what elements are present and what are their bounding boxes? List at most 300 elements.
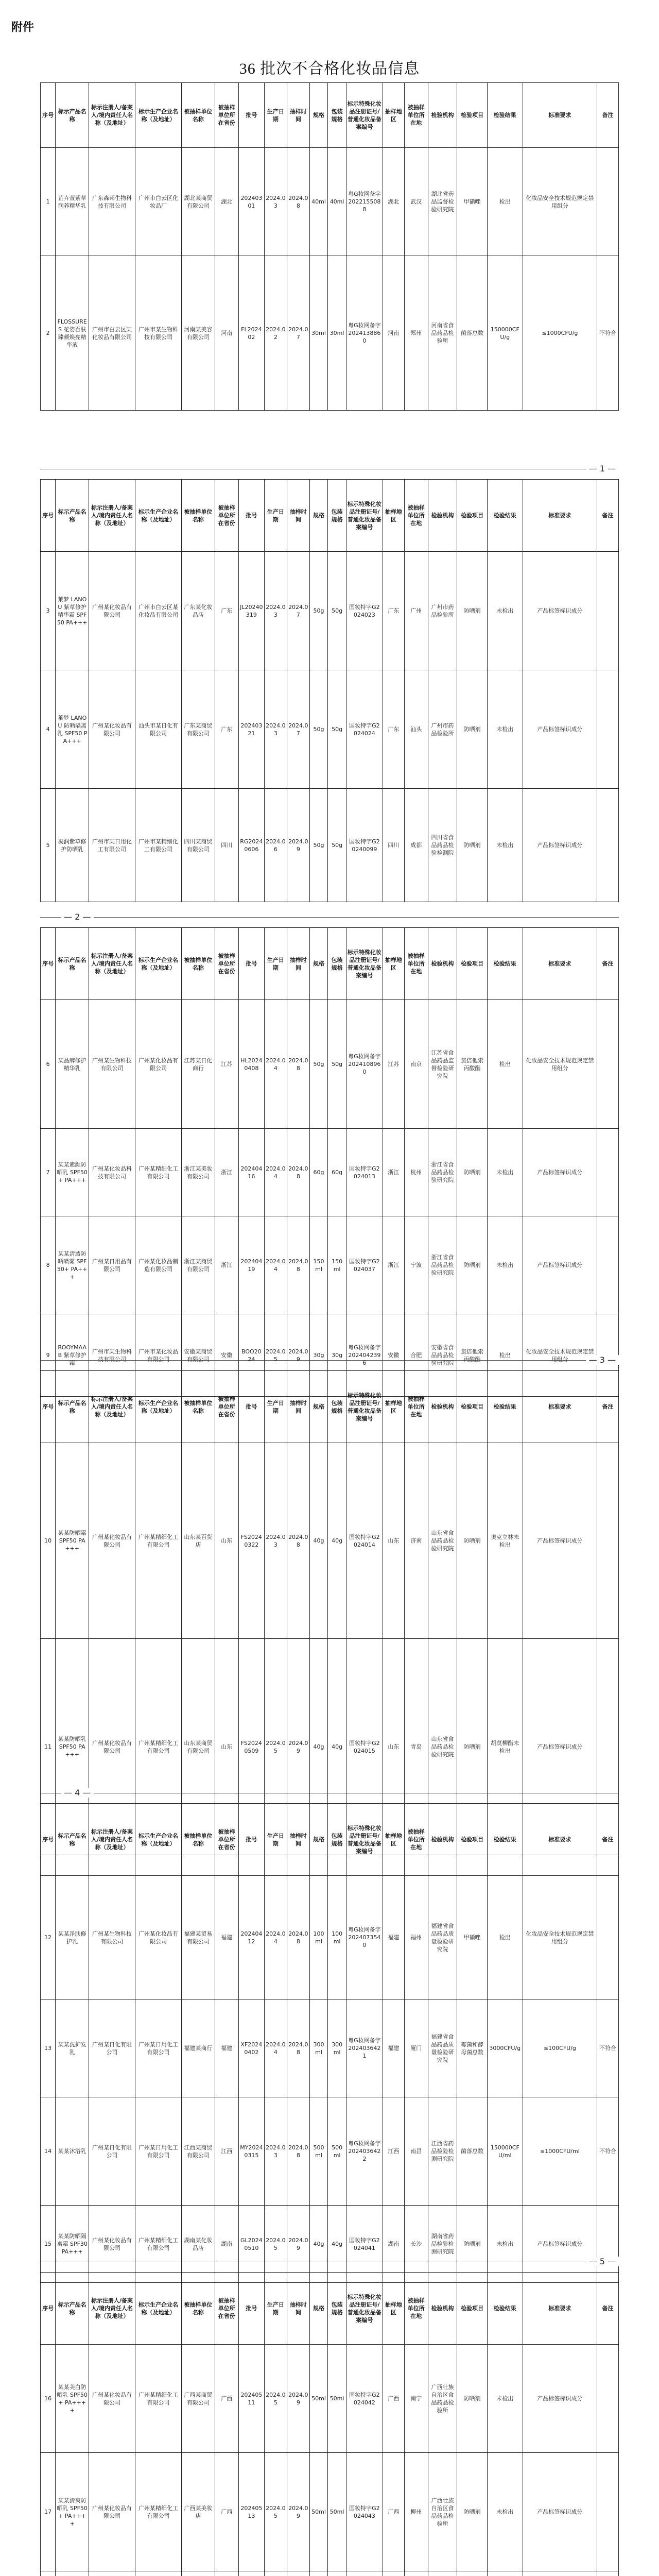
cell-batch: XF20240402 xyxy=(238,1999,264,2097)
cell-standard-requirement: 产品标签标识成分 xyxy=(523,2453,597,2571)
cell-product-name: 某某防晒隔离霜 SPF30 PA+++ xyxy=(56,2206,89,2283)
cell-index: 16 xyxy=(41,2345,56,2453)
unqualified-cosmetics-table xyxy=(40,479,619,902)
cell-index: 9 xyxy=(41,1314,56,1397)
cell-batch: JL20240319 xyxy=(238,552,264,670)
table-row xyxy=(41,2206,619,2283)
cell-unit-location: 成都 xyxy=(404,789,428,902)
cell-manufacturer: 广州某化妆品制造有限公司 xyxy=(135,1216,182,1314)
cell-index: 7 xyxy=(41,1129,56,1216)
header-remark: 备注 xyxy=(597,1371,619,1443)
cell-spec: 50g xyxy=(309,789,328,902)
header-province: 被抽样单位所在省份 xyxy=(215,2273,238,2345)
cell-unit-location: 南昌 xyxy=(404,2097,428,2206)
cell-batch: FS20240509 xyxy=(238,1639,264,1855)
cell-test-item: 霉菌和酵母菌总数 xyxy=(457,1999,488,2097)
cell-test-item: 防晒剂 xyxy=(457,2453,488,2571)
cell-production-date: 2024.04 xyxy=(264,1216,287,1314)
cell-registrant: 广州市白云区某化妆品有限公司 xyxy=(89,256,135,411)
cell-sampling-region: 广东 xyxy=(383,670,404,789)
cell-product-name: 某某净肤修护乳 xyxy=(56,1876,89,1999)
header-standard-requirement: 标准要求 xyxy=(523,480,597,552)
table-row xyxy=(41,2571,619,2576)
header-index: 序号 xyxy=(41,1371,56,1443)
header-production-date: 生产日期 xyxy=(264,2273,287,2345)
table-row xyxy=(41,2453,619,2571)
header-manufacturer: 标示生产企业名称（及地址） xyxy=(135,2273,182,2345)
cell-license-no: 国妆特字G2024015 xyxy=(346,1639,383,1855)
cell-spec: 40ml xyxy=(309,148,328,256)
cell-index: 3 xyxy=(41,552,56,670)
cell-package: 50g xyxy=(328,670,346,789)
cell-sampling-date: 2024.09 xyxy=(287,789,309,902)
header-product-name: 标示产品名称 xyxy=(56,1371,89,1443)
header-registrant: 标示注册人/备案人/境内责任人名称（及地址） xyxy=(89,1804,135,1876)
cell-spec: 300ml xyxy=(309,1999,328,2097)
cell-index: 6 xyxy=(41,1000,56,1129)
cell-sampled-unit: 安徽某商贸有限公司 xyxy=(181,1314,215,1397)
cell-production-date: 2024.03 xyxy=(264,148,287,256)
header-manufacturer: 标示生产企业名称（及地址） xyxy=(135,480,182,552)
cell-test-item: 防晒剂 xyxy=(457,1129,488,1216)
header-inspection-agency: 检验机构 xyxy=(428,2273,457,2345)
header-standard-requirement: 标准要求 xyxy=(523,928,597,1000)
cell-remark xyxy=(597,1443,619,1639)
table-row xyxy=(41,2345,619,2453)
cell-product-name xyxy=(56,2571,89,2576)
cell-unit-location: 武汉 xyxy=(404,148,428,256)
header-product-name: 标示产品名称 xyxy=(56,1804,89,1876)
cell-manufacturer: 汕头市某日化有限公司 xyxy=(135,670,182,789)
cell-product-name: 某某美白防晒乳 SPF50+ PA++++ xyxy=(56,2345,89,2453)
cell-sampling-date: 2024.07 xyxy=(287,670,309,789)
cell-production-date: 2024.04 xyxy=(264,1000,287,1129)
cell-sampled-unit: 浙江某商贸有限公司 xyxy=(181,1216,215,1314)
header-batch: 批号 xyxy=(238,83,264,148)
cell-remark xyxy=(597,552,619,670)
header-package: 包装规格 xyxy=(328,480,346,552)
header-license-no: 标示特殊化妆品注册证号/普通化妆品备案编号 xyxy=(346,928,383,1000)
cell-package: 500ml xyxy=(328,2097,346,2206)
cell-sampling-region: 山东 xyxy=(383,1443,404,1639)
cell-standard-requirement: ≤100CFU/g xyxy=(523,1999,597,2097)
cell-index: 12 xyxy=(41,1876,56,1999)
cell-sampled-unit: 广东某商贸有限公司 xyxy=(181,670,215,789)
header-sampling-date: 抽样时间 xyxy=(287,480,309,552)
header-sampled-unit: 被抽样单位名称 xyxy=(181,83,215,148)
cell-province: 江苏 xyxy=(215,1000,238,1129)
header-test-result: 检验结果 xyxy=(487,2273,523,2345)
cell-inspection-agency: 福建省食品药品质量检验研究院 xyxy=(428,1999,457,2097)
cell-remark xyxy=(597,148,619,256)
cell-standard-requirement: 化妆品安全技术规范规定禁用组分 xyxy=(523,148,597,256)
header-registrant: 标示注册人/备案人/境内责任人名称（及地址） xyxy=(89,83,135,148)
cell-test-result: 检出 xyxy=(487,1314,523,1397)
cell-sampling-date: 2024.09 xyxy=(287,1639,309,1855)
cell-test-item: 防晒剂 xyxy=(457,789,488,902)
header-test-result: 检验结果 xyxy=(487,1371,523,1443)
header-standard-requirement: 标准要求 xyxy=(523,1371,597,1443)
cell-production-date xyxy=(264,2571,287,2576)
cell-sampling-region: 安徽 xyxy=(383,1314,404,1397)
cell-unit-location: 厦门 xyxy=(404,1999,428,2097)
cell-product-name: 某某沐浴乳 xyxy=(56,2097,89,2206)
header-registrant: 标示注册人/备案人/境内责任人名称（及地址） xyxy=(89,480,135,552)
cell-province: 福建 xyxy=(215,1876,238,1999)
cell-index: 13 xyxy=(41,1999,56,2097)
cell-test-item: 防晒剂 xyxy=(457,1443,488,1639)
cell-production-date: 2024.02 xyxy=(264,256,287,411)
cell-province: 广东 xyxy=(215,670,238,789)
cell-standard-requirement: 产品标签标识成分 xyxy=(523,2345,597,2453)
cell-test-item: 氯倍他索丙酸酯 xyxy=(457,1000,488,1129)
cell-test-result xyxy=(487,2571,523,2576)
cell-batch: GL20240510 xyxy=(238,2206,264,2283)
header-sampled-unit: 被抽样单位名称 xyxy=(181,928,215,1000)
cell-sampling-region: 山东 xyxy=(383,1639,404,1855)
cell-manufacturer xyxy=(135,2571,182,2576)
table-row xyxy=(41,789,619,902)
cell-sampled-unit: 福建某贸易有限公司 xyxy=(181,1876,215,1999)
header-sampled-unit: 被抽样单位名称 xyxy=(181,2273,215,2345)
cell-license-no: 国妆特字G20240099 xyxy=(346,789,383,902)
cell-remark: 不符合 xyxy=(597,1999,619,2097)
cell-batch: 20240419 xyxy=(238,1216,264,1314)
header-unit-location: 被抽样单位所在地 xyxy=(404,480,428,552)
cell-test-result: 胡莫柳酯未检出 xyxy=(487,1639,523,1855)
header-test-item: 检验项目 xyxy=(457,1804,488,1876)
cell-sampled-unit xyxy=(181,2571,215,2576)
cell-test-item: 防晒剂 xyxy=(457,670,488,789)
cell-remark xyxy=(597,2571,619,2576)
header-spec: 规格 xyxy=(309,480,328,552)
cell-inspection-agency xyxy=(428,2571,457,2576)
cell-sampling-region: 广东 xyxy=(383,552,404,670)
cell-production-date: 2024.05 xyxy=(264,2206,287,2283)
cell-standard-requirement xyxy=(523,2571,597,2576)
header-sampling-region: 抽样地区 xyxy=(383,928,404,1000)
cell-unit-location: 南宁 xyxy=(404,2345,428,2453)
cell-spec: 500ml xyxy=(309,2097,328,2206)
cell-production-date: 2024.03 xyxy=(264,670,287,789)
header-sampled-unit: 被抽样单位名称 xyxy=(181,1804,215,1876)
cell-test-item: 菌落总数 xyxy=(457,256,488,411)
cell-test-item: 甲硝唑 xyxy=(457,1876,488,1999)
cell-remark: 不符合 xyxy=(597,2097,619,2206)
cell-license-no: 国妆特字G2024024 xyxy=(346,670,383,789)
header-index: 序号 xyxy=(41,83,56,148)
page-number-text: — 5 — xyxy=(586,2257,619,2266)
cell-unit-location: 郑州 xyxy=(404,256,428,411)
cell-sampled-unit: 山东某商贸有限公司 xyxy=(181,1639,215,1855)
cell-sampled-unit: 湖南某化妆品店 xyxy=(181,2206,215,2283)
header-manufacturer: 标示生产企业名称（及地址） xyxy=(135,928,182,1000)
header-province: 被抽样单位所在省份 xyxy=(215,83,238,148)
header-sampled-unit: 被抽样单位名称 xyxy=(181,1371,215,1443)
cell-package: 40g xyxy=(328,1443,346,1639)
header-remark: 备注 xyxy=(597,480,619,552)
cell-test-result: 检出 xyxy=(487,1000,523,1129)
cell-sampling-date: 2024.09 xyxy=(287,2206,309,2283)
header-sampling-date: 抽样时间 xyxy=(287,1804,309,1876)
cell-sampled-unit: 湖北某商贸有限公司 xyxy=(181,148,215,256)
cell-manufacturer: 广州某精细化工有限公司 xyxy=(135,2206,182,2283)
header-test-item: 检验项目 xyxy=(457,2273,488,2345)
cell-test-result: 未检出 xyxy=(487,789,523,902)
cell-inspection-agency: 广西壮族自治区食品药品检验所 xyxy=(428,2345,457,2453)
header-sampled-unit: 被抽样单位名称 xyxy=(181,480,215,552)
cell-unit-location: 宁波 xyxy=(404,1216,428,1314)
cell-license-no: 国妆特字G2024037 xyxy=(346,1216,383,1314)
cell-standard-requirement: 产品标签标识成分 xyxy=(523,1639,597,1855)
cell-batch: 20240513 xyxy=(238,2453,264,2571)
cell-product-name: 某某素颜防晒乳 SPF50+ PA+++ xyxy=(56,1129,89,1216)
header-production-date: 生产日期 xyxy=(264,928,287,1000)
cell-index: 14 xyxy=(41,2097,56,2206)
cell-index: 11 xyxy=(41,1639,56,1855)
cell-test-result: 未检出 xyxy=(487,2345,523,2453)
page-number-text: — 3 — xyxy=(586,1355,619,1365)
table-header-row xyxy=(41,480,619,552)
cell-sampling-date: 2024.07 xyxy=(287,552,309,670)
cell-province: 安徽 xyxy=(215,1314,238,1397)
header-test-item: 检验项目 xyxy=(457,83,488,148)
cell-license-no: 国妆特字G2024042 xyxy=(346,2345,383,2453)
cell-unit-location: 济南 xyxy=(404,1443,428,1639)
header-batch: 批号 xyxy=(238,2273,264,2345)
header-test-result: 检验结果 xyxy=(487,928,523,1000)
cell-product-name: 芷卉萱紫草润养精华乳 xyxy=(56,148,89,256)
header-inspection-agency: 检验机构 xyxy=(428,928,457,1000)
cell-license-no: 粤G妆网备字2024036422 xyxy=(346,2097,383,2206)
cell-sampled-unit: 江苏某日化商行 xyxy=(181,1000,215,1129)
header-sampling-region: 抽样地区 xyxy=(383,2273,404,2345)
table-row xyxy=(41,1216,619,1314)
page-divider xyxy=(40,917,619,918)
cell-index: 2 xyxy=(41,256,56,411)
header-province: 被抽样单位所在省份 xyxy=(215,1804,238,1876)
cell-production-date: 2024.04 xyxy=(264,1129,287,1216)
cell-registrant: 广州某化妆品有限公司 xyxy=(89,2206,135,2283)
header-sampling-date: 抽样时间 xyxy=(287,1371,309,1443)
header-province: 被抽样单位所在省份 xyxy=(215,1371,238,1443)
table-row xyxy=(41,1876,619,1999)
cell-sampling-region: 湖南 xyxy=(383,2206,404,2283)
cell-sampling-region: 河南 xyxy=(383,256,404,411)
cell-test-item: 氯倍他索丙酸酯 xyxy=(457,1314,488,1397)
cell-province: 河南 xyxy=(215,256,238,411)
cell-product-name: FLOSSURES 花姿百肤臻颜焕亮精华液 xyxy=(56,256,89,411)
cell-batch: FS20240322 xyxy=(238,1443,264,1639)
header-product-name: 标示产品名称 xyxy=(56,480,89,552)
header-batch: 批号 xyxy=(238,1371,264,1443)
cell-registrant: 广州某日化有限公司 xyxy=(89,2097,135,2206)
cell-province: 广西 xyxy=(215,2453,238,2571)
table-row xyxy=(41,1129,619,1216)
cell-batch: 20240511 xyxy=(238,2345,264,2453)
cell-sampled-unit: 江西某商贸有限公司 xyxy=(181,2097,215,2206)
cell-index: 1 xyxy=(41,148,56,256)
cell-product-name: 莱梦 LANOU 紫草修护精华霜 SPF50 PA+++ xyxy=(56,552,89,670)
cell-sampled-unit: 广西某商贸有限公司 xyxy=(181,2345,215,2453)
cell-sampling-region: 广西 xyxy=(383,2453,404,2571)
cell-sampled-unit: 广西某美妆店 xyxy=(181,2453,215,2571)
cell-province: 湖北 xyxy=(215,148,238,256)
cell-test-item: 菌落总数 xyxy=(457,2097,488,2206)
cell-remark xyxy=(597,1876,619,1999)
cell-unit-location: 长沙 xyxy=(404,2206,428,2283)
cell-batch: 20240301 xyxy=(238,148,264,256)
header-spec: 规格 xyxy=(309,928,328,1000)
table-page-3 xyxy=(40,927,619,1397)
cell-registrant: 广州某化妆品有限公司 xyxy=(89,2345,135,2453)
cell-license-no: 粤G妆网备字2024042396 xyxy=(346,1314,383,1397)
table-row xyxy=(41,256,619,411)
cell-index xyxy=(41,2571,56,2576)
unqualified-cosmetics-table xyxy=(40,2272,619,2576)
page-divider xyxy=(40,1360,619,1361)
cell-inspection-agency: 四川省食品药品检验检测院 xyxy=(428,789,457,902)
header-package: 包装规格 xyxy=(328,928,346,1000)
cell-package: 30g xyxy=(328,1314,346,1397)
cell-package: 40ml xyxy=(328,148,346,256)
cell-province xyxy=(215,2571,238,2576)
header-production-date: 生产日期 xyxy=(264,1371,287,1443)
cell-license-no: 粤G妆网备字2024036421 xyxy=(346,1999,383,2097)
cell-province: 广西 xyxy=(215,2345,238,2453)
unqualified-cosmetics-table xyxy=(40,927,619,1397)
unqualified-cosmetics-table xyxy=(40,1803,619,2283)
cell-test-result: 150000CFU/ml xyxy=(487,2097,523,2206)
cell-test-result: 奥克立林未检出 xyxy=(487,1443,523,1639)
header-license-no: 标示特殊化妆品注册证号/普通化妆品备案编号 xyxy=(346,1804,383,1876)
cell-standard-requirement: ≤1000CFU/ml xyxy=(523,2097,597,2206)
table-page-5 xyxy=(40,1803,619,2283)
cell-production-date: 2024.05 xyxy=(264,2453,287,2571)
cell-unit-location: 杭州 xyxy=(404,1129,428,1216)
cell-manufacturer: 广州市某精细化工有限公司 xyxy=(135,789,182,902)
cell-sampling-date: 2024.08 xyxy=(287,1443,309,1639)
header-test-item: 检验项目 xyxy=(457,928,488,1000)
cell-test-result: 未检出 xyxy=(487,552,523,670)
table-header-row xyxy=(41,2273,619,2345)
cell-product-name: 某品牌修护精华乳 xyxy=(56,1000,89,1129)
cell-unit-location: 合肥 xyxy=(404,1314,428,1397)
cell-license-no: 粤G妆网备字2024138860 xyxy=(346,256,383,411)
cell-registrant: 广州某化妆品有限公司 xyxy=(89,2453,135,2571)
cell-province: 浙江 xyxy=(215,1129,238,1216)
cell-registrant: 广州某化妆品有限公司 xyxy=(89,1639,135,1855)
header-sampling-region: 抽样地区 xyxy=(383,480,404,552)
cell-manufacturer: 广州某日用化工有限公司 xyxy=(135,1999,182,2097)
header-product-name: 标示产品名称 xyxy=(56,928,89,1000)
cell-test-result: 未检出 xyxy=(487,1216,523,1314)
cell-production-date: 2024.05 xyxy=(264,1639,287,1855)
cell-remark xyxy=(597,2345,619,2453)
cell-manufacturer: 广州市白云区某化妆品有限公司 xyxy=(135,552,182,670)
cell-spec: 50ml xyxy=(309,2453,328,2571)
cell-sampling-date: 2024.08 xyxy=(287,1876,309,1999)
page-number-text: — 1 — xyxy=(586,464,619,473)
cell-registrant: 广东森邦生物科技有限公司 xyxy=(89,148,135,256)
cell-package: 50ml xyxy=(328,2453,346,2571)
cell-batch: FL202402 xyxy=(238,256,264,411)
header-sampling-region: 抽样地区 xyxy=(383,83,404,148)
table-row xyxy=(41,148,619,256)
cell-inspection-agency: 山东省食品药品检验研究院 xyxy=(428,1639,457,1855)
cell-registrant: 广州某化妆品科技有限公司 xyxy=(89,1129,135,1216)
header-standard-requirement: 标准要求 xyxy=(523,1804,597,1876)
cell-production-date: 2024.05 xyxy=(264,1314,287,1397)
cell-spec: 50g xyxy=(309,552,328,670)
header-index: 序号 xyxy=(41,1804,56,1876)
cell-batch: MY20240315 xyxy=(238,2097,264,2206)
cell-sampling-date: 2024.08 xyxy=(287,1129,309,1216)
cell-production-date: 2024.03 xyxy=(264,1443,287,1639)
cell-production-date: 2024.05 xyxy=(264,2345,287,2453)
cell-batch: 20240321 xyxy=(238,670,264,789)
header-production-date: 生产日期 xyxy=(264,83,287,148)
cell-province: 山东 xyxy=(215,1639,238,1855)
unqualified-cosmetics-table xyxy=(40,82,619,411)
cell-sampled-unit: 河南某美容有限公司 xyxy=(181,256,215,411)
cell-manufacturer: 广州某精细化工有限公司 xyxy=(135,1639,182,1855)
cell-sampled-unit: 广东某化妆品店 xyxy=(181,552,215,670)
cell-test-result: 未检出 xyxy=(487,2453,523,2571)
cell-package: 30ml xyxy=(328,256,346,411)
cell-remark xyxy=(597,1216,619,1314)
cell-spec: 40g xyxy=(309,2206,328,2283)
header-batch: 批号 xyxy=(238,928,264,1000)
cell-sampling-region: 广西 xyxy=(383,2345,404,2453)
cell-spec: 50g xyxy=(309,670,328,789)
cell-index: 17 xyxy=(41,2453,56,2571)
cell-package: 40g xyxy=(328,1639,346,1855)
attachment-label: 附件 xyxy=(11,21,34,33)
header-spec: 规格 xyxy=(309,1804,328,1876)
cell-product-name: 某某清爽防晒乳 SPF50+ PA++++ xyxy=(56,2453,89,2571)
cell-test-item: 防晒剂 xyxy=(457,1216,488,1314)
cell-remark xyxy=(597,2206,619,2283)
cell-province: 福建 xyxy=(215,1999,238,2097)
cell-index: 8 xyxy=(41,1216,56,1314)
header-product-name: 标示产品名称 xyxy=(56,83,89,148)
cell-manufacturer: 广州某精细化工有限公司 xyxy=(135,2345,182,2453)
header-sampling-region: 抽样地区 xyxy=(383,1804,404,1876)
cell-spec xyxy=(309,2571,328,2576)
header-registrant: 标示注册人/备案人/境内责任人名称（及地址） xyxy=(89,1371,135,1443)
cell-license-no: 粤G妆网备字2024073540 xyxy=(346,1876,383,1999)
cell-manufacturer: 广州某精细化工有限公司 xyxy=(135,2453,182,2571)
cell-sampling-region: 江苏 xyxy=(383,1000,404,1129)
cell-package: 50g xyxy=(328,552,346,670)
header-unit-location: 被抽样单位所在地 xyxy=(404,1371,428,1443)
cell-remark xyxy=(597,1000,619,1129)
cell-batch xyxy=(238,2571,264,2576)
header-spec: 规格 xyxy=(309,83,328,148)
cell-remark: 不符合 xyxy=(597,256,619,411)
cell-inspection-agency: 广州市药品检验所 xyxy=(428,552,457,670)
header-registrant: 标示注册人/备案人/境内责任人名称（及地址） xyxy=(89,928,135,1000)
cell-sampling-date: 2024.08 xyxy=(287,1999,309,2097)
header-province: 被抽样单位所在省份 xyxy=(215,928,238,1000)
cell-province: 浙江 xyxy=(215,1216,238,1314)
cell-inspection-agency: 浙江省食品药品检验研究院 xyxy=(428,1129,457,1216)
cell-spec: 30ml xyxy=(309,256,328,411)
cell-inspection-agency: 江西省药品检验检测研究院 xyxy=(428,2097,457,2206)
cell-sampling-region xyxy=(383,2571,404,2576)
document-title: 36 批次不合格化妆品信息 xyxy=(239,60,420,77)
